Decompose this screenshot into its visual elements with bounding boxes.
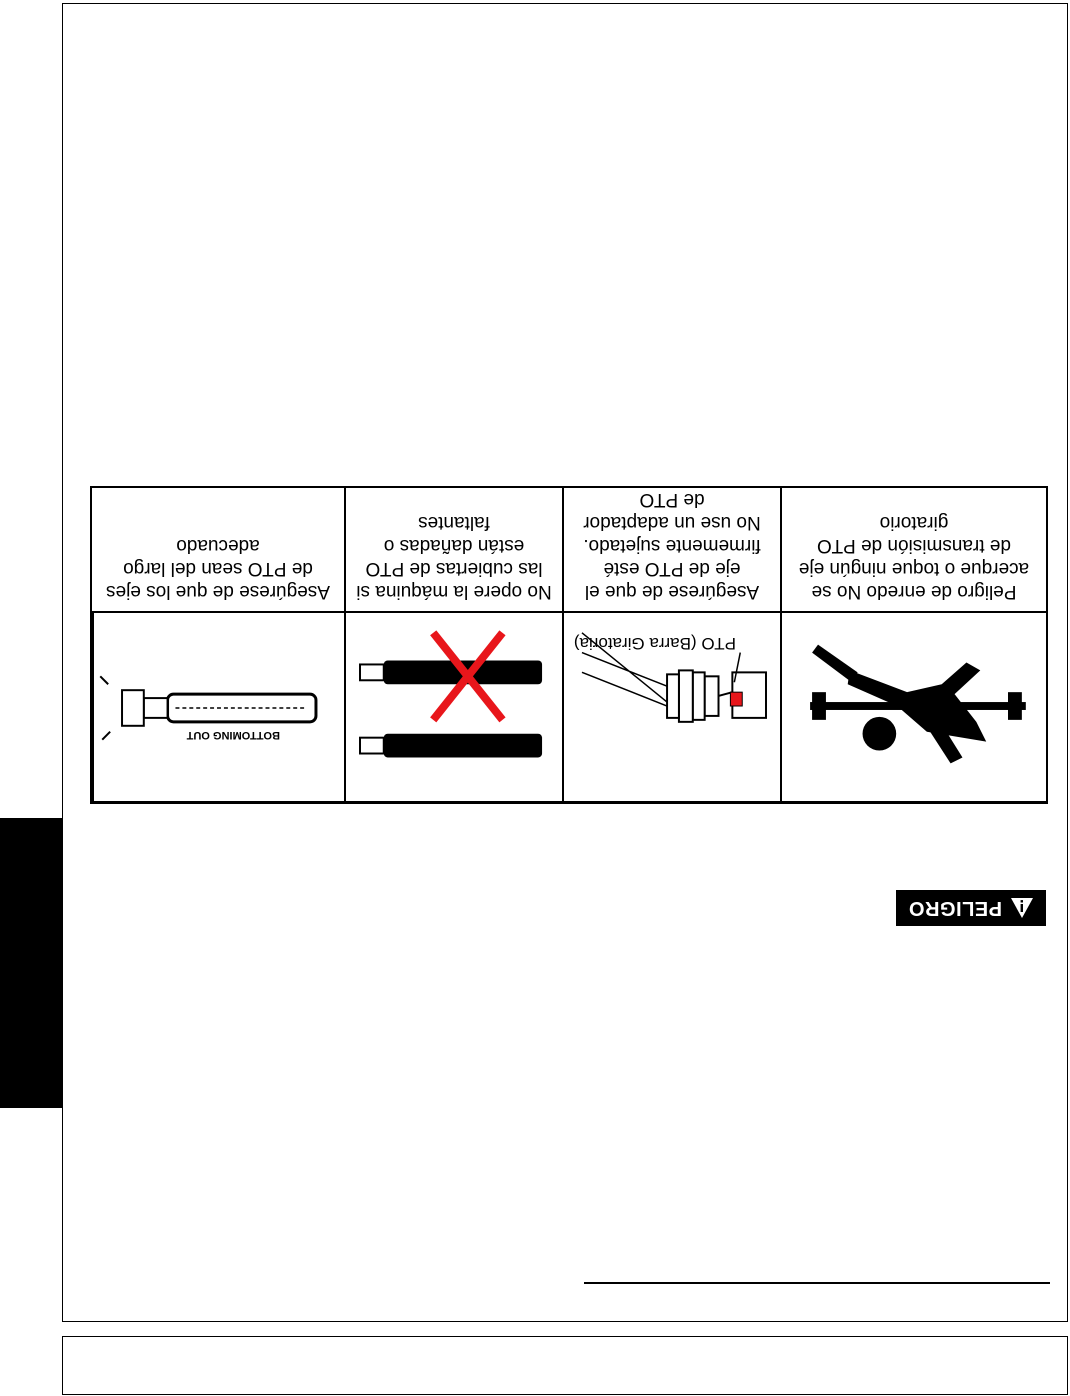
pto-connection-text-cell	[562, 487, 780, 611]
bottoming-out-text-cell	[92, 487, 344, 611]
bottoming-out-shaft-icon	[94, 613, 344, 801]
danger-word: PELIGRO	[908, 897, 1002, 920]
bottoming-out-picture	[92, 611, 344, 801]
divider-rule	[584, 1282, 1050, 1284]
entanglement-text: Peligro de enredo No se acerque o toque ningún eje de transmisión de PTO giratorio	[798, 512, 1030, 602]
entanglement-picture	[780, 611, 1046, 801]
bottoming-out-text: Asegúrese de que los ejes de PTO sean del largo adecuado	[106, 535, 330, 602]
warning-triangle-icon	[1010, 897, 1034, 919]
bottoming-out-caption: BOTTOMING OUT	[186, 729, 280, 741]
entanglement-text-cell	[780, 487, 1046, 611]
damaged-shield-text-cell	[344, 487, 562, 611]
pto-warning-panel	[90, 486, 1048, 804]
damaged-shield-icon	[346, 613, 562, 801]
damaged-shield-text: No opere la máquina si las cubiertas de PTO están dañadas o faltantes	[356, 512, 552, 602]
damaged-shield-picture	[344, 611, 562, 801]
pto-caption: PTO (Barra Giratoria)	[573, 634, 736, 653]
entanglement-person-icon	[782, 613, 1046, 801]
danger-badge	[896, 890, 1046, 926]
pto-connection-text: Asegúrese de que el eje de PTO esté firmemente sujetado. No use un adaptador de PTO	[583, 489, 761, 602]
pto-connection-picture	[562, 611, 780, 801]
